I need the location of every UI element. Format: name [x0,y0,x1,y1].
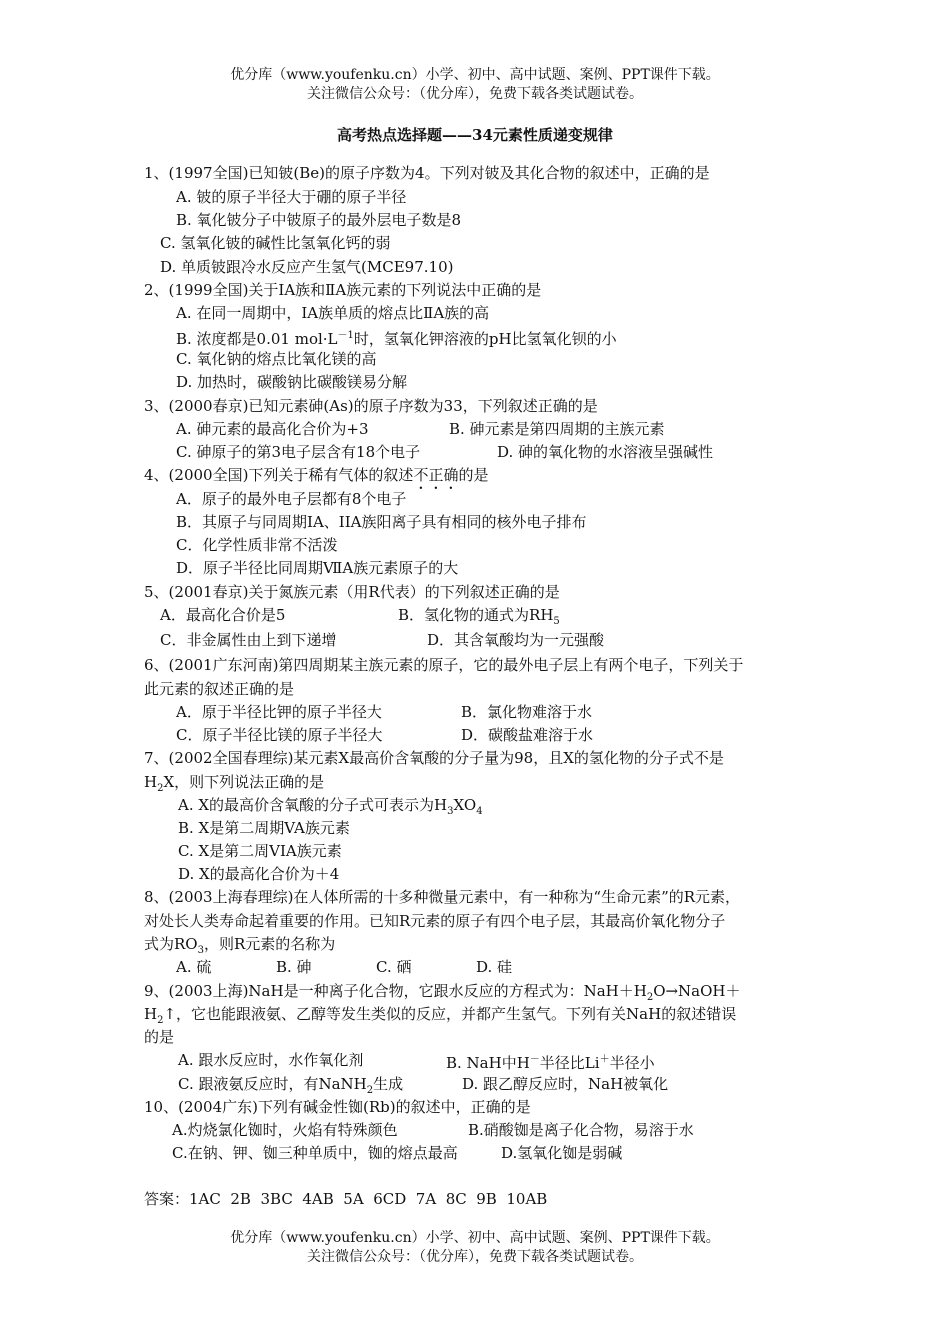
q10-option-d: D.氢氧化铷是弱碱 [501,1144,623,1162]
q10-option-a: A.灼烧氯化铷时，火焰有特殊颜色 [172,1121,398,1139]
q9-option-c: C. 跟液氨反应时，有NaNH$_2$生成 [178,1075,404,1096]
answer-key: 答案：1AC 2B 3BC 4AB 5A 6CD 7A 8C 9B 10AB [144,1190,548,1208]
q9-option-b: B. NaH中H－半径比Li＋半径小 [446,1054,655,1072]
q1-option-d: D. 单质铍跟冷水反应产生氢气(MCE97.10) [160,258,454,276]
q7-option-c: C. X是第二周VIA族元素 [178,842,342,860]
q2-option-c: C. 氧化钠的熔点比氧化镁的高 [176,350,377,368]
q7-option-b: B. X是第二周期VA族元素 [178,819,350,837]
q6-stem-line-2: 此元素的叙述正确的是 [144,680,295,698]
q5-option-b: B．氢化物的通式为$RH_5$ [398,606,560,627]
q7-option-a: A. X的最高价含氧酸的分子式可表示为$H_3XO_4$ [178,796,483,817]
q5-option-d: D．其含氧酸均为一元强酸 [427,631,605,649]
q10-stem: 10、(2004广东)下列有碱金性铷(Rb)的叙述中，正确的是 [144,1098,531,1116]
q8-option-d: D. 硅 [476,958,513,976]
page-title: 高考热点选择题——34元素性质递变规律 [337,126,613,144]
q3-option-b: B. 砷元素是第四周期的主族元素 [449,420,665,438]
q5-option-a: A．最高化合价是5 [160,606,286,624]
q7-option-d: D. X的最高化合价为＋4 [178,865,340,883]
q2-option-a: A. 在同一周期中，ⅠA族单质的熔点比ⅡA族的高 [176,304,490,322]
q8-stem-line-2: 对处长人类寿命起着重要的作用。已知R元素的原子有四个电子层，其最高价氧化物分子 [144,912,726,930]
q3-option-d: D. 砷的氧化物的水溶液呈强碱性 [497,443,714,461]
q10-option-b: B.硝酸铷是离子化合物，易溶于水 [468,1121,694,1139]
header-line-1: 优分库（www.youfenku.cn）小学、初中、高中试题、案例、PPT课件下载。 [230,67,720,83]
q6-option-b: B．氯化物难溶于水 [461,703,593,721]
q9-option-a: A. 跟水反应时，水作氧化剂 [178,1051,364,1069]
q9-stem-line-3: 的是 [144,1028,175,1046]
header-line-2: 关注微信公众号：（优分库），免费下载各类试题试卷。 [307,86,643,102]
q5-stem: 5、(2001春京)关于氮族元素（用R代表）的下列叙述正确的是 [144,583,560,601]
q9-option-d: D. 跟乙醇反应时，NaH被氧化 [462,1075,669,1093]
q7-stem-line-2: $H_2X$，则下列说法正确的是 [144,773,325,794]
q10-option-c: C.在钠、钾、铷三种单质中，铷的熔点最高 [172,1144,458,1162]
q3-option-c: C. 砷原子的第3电子层含有18个电子 [176,443,421,461]
q2-option-d: D. 加热时，碳酸钠比碳酸镁易分解 [176,373,408,391]
q8-option-b: B. 砷 [276,958,312,976]
q8-option-c: C. 硒 [376,958,412,976]
q4-option-b: B．其原子与同周期IA、IIA族阳离子具有相同的核外电子排布 [176,513,587,531]
q2-stem: 2、(1999全国)关于ⅠA族和ⅡA族元素的下列说法中正确的是 [144,281,542,299]
q6-option-c: C．原子半径比镁的原子半径大 [176,726,383,744]
q8-option-a: A. 硫 [176,958,212,976]
q4-option-d: D．原子半径比同周期ⅦA族元素原子的大 [176,559,459,577]
q1-option-a: A. 铍的原子半径大于硼的原子半径 [176,188,407,206]
q5-option-c: C．非金属性由上到下递增 [160,631,337,649]
q3-option-a: A. 砷元素的最高化合价为+3 [176,420,369,438]
q7-stem-line-1: 7、(2002全国春理综)某元素X最高价含氧酸的分子量为98，且X的氢化物的分子式不是 [144,749,724,767]
q9-stem-line-2: $H_2↑$，它也能跟液氨、乙醇等发生类似的反应，并都产生氢气。下列有关NaH的叙述错误 [144,1005,737,1026]
q9-stem-line-1: 9、(2003上海)NaH是一种离子化合物，它跟水反应的方程式为：$NaH+H_2O\to NaOH+$ [144,982,741,1003]
q1-stem: 1、(1997全国)已知铍(Be)的原子序数为4。下列对铍及其化合物的叙述中，正确的是 [144,164,710,182]
q6-stem-line-1: 6、(2001广东河南)第四周期某主族元素的原子，它的最外电子层上有两个电子，下列关于 [144,656,744,674]
q8-stem-line-3: 式为$RO_3$，则R元素的名称为 [144,935,336,956]
q4-option-a: A．原子的最外电子层都有8个电子 [176,490,407,508]
footer-line-1: 优分库（www.youfenku.cn）小学、初中、高中试题、案例、PPT课件下载。 [230,1230,720,1246]
q8-stem-line-1: 8、(2003上海春理综)在人体所需的十多种微量元素中，有一种称为“生命元素”的R元素， [144,888,741,906]
q6-option-a: A．原于半径比钾的原子半径大 [176,703,382,721]
q4-option-c: C．化学性质非常不活泼 [176,536,338,554]
q2-option-b: B. 浓度都是0.01 $mol\cdot L^{-1}$时，氢氧化钾溶液的pH比氢氧化钡的小 [176,330,617,348]
q4-stem: 4、(2000全国)下列关于稀有气体的叙述不正确的是 [144,466,489,484]
footer-line-2: 关注微信公众号：（优分库），免费下载各类试题试卷。 [307,1249,643,1265]
emphasis-not-correct: 不正确 [413,466,459,484]
q6-option-d: D．碳酸盐难溶于水 [461,726,594,744]
q1-option-c: C. 氢氧化铍的碱性比氢氧化钙的弱 [160,234,391,252]
q1-option-b: B. 氧化铍分子中铍原子的最外层电子数是8 [176,211,462,229]
q3-stem: 3、(2000春京)已知元素砷(As)的原子序数为33，下列叙述正确的是 [144,397,598,415]
